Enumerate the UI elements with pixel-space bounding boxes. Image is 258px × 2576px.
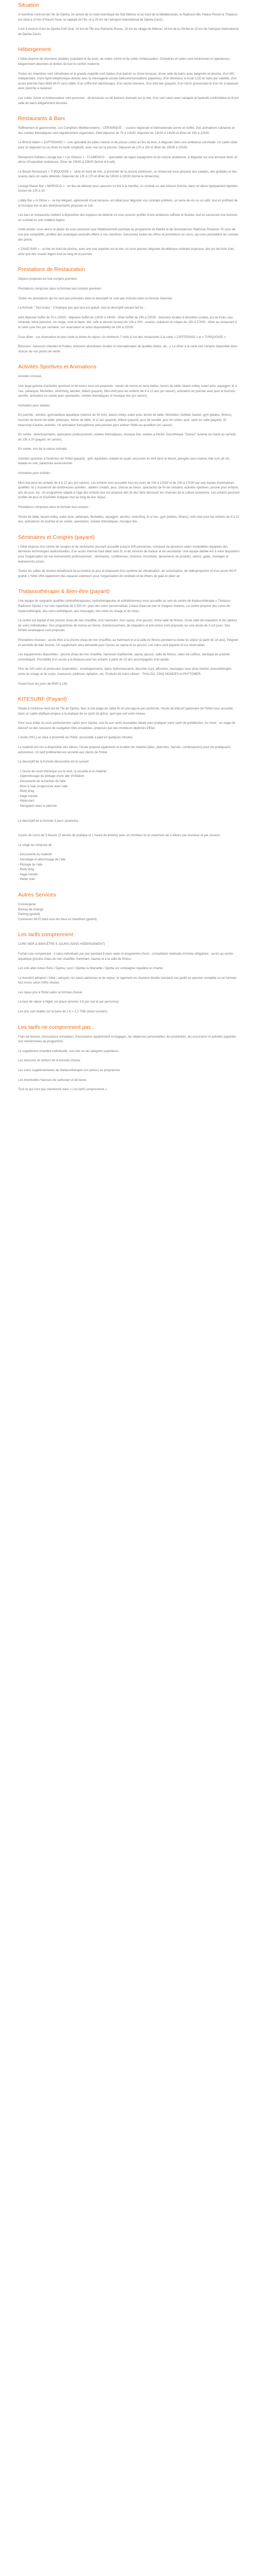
section-activites [18, 364, 240, 524]
hotel-description-page [18, 0, 240, 1123]
paragraph: En soirée, lors de la saison estivale : [18, 448, 69, 451]
list-item: - Water start [18, 878, 35, 882]
list-item: Conciergerie [18, 903, 36, 906]
paragraph: Le Beach Restaurant « TURQUOISE » : situé en bord de mer, à proximité de la piscine extérieure, ce restaurant vous propose des salades, des grillades et des snacks dans un cadre détendu. Déjeuner de 12h à 17h et dîner de 19h30 à 22h30 (fermé le dimanche). [18, 170, 237, 179]
list-item: Connexion Wi-Fi dans tous les lieux et chambres (gratuit) [18, 918, 97, 921]
paragraph: L'hôtel dispose de chambres doubles (standard et de luxe), de suites Junior et de suites Ambassadeur. Chambres et suites sont lumineuses et spacieuses, élégamment décorées et dotées de tout le confort moderne. [18, 58, 231, 66]
section-tarifs-comprennent [18, 931, 240, 1014]
services-list [18, 903, 240, 922]
paragraph: Le stage se compose de : [18, 843, 54, 847]
paragraph: Tennis de table, beach-volley, water-polo, pétanque, fléchettes, aquagym, aérobic, stretching, tir à l'arc, gym (pilates, fitness), mini-club pour les enfants de 4 à 12 ans, animations en journée et en soirée, spectacles, soirées thématiques, musique live. [18, 515, 239, 524]
paragraph: Le descriptif de la formule 3 jours (avancée) : [18, 819, 80, 823]
list-item: - Navigation avec la planche [18, 805, 57, 808]
paragraph: Les repas pris à l'hôtel selon la formule choisie. [18, 991, 83, 994]
paragraph: Lobby Bar « Al Dhow » : ce bar élégant, agrémenté d'une terrasse, est idéal pour déguster vos cocktails préférés, un verre de vin ou un café, tout en profitant de la musique live et des divertissements proposés le soir. [18, 199, 238, 208]
paragraph: Les vols aller-retour Paris / Djerba, Lyon / Djerba ou Marseille / Djerba sur compagnie régulière ou charter. [18, 967, 164, 971]
list-item: Bureau de change [18, 908, 44, 911]
paragraph: Le descriptif de la formule découverte est le suivant : [18, 760, 91, 764]
section-title: Les tarifs comprennent : [18, 931, 76, 938]
section-restaurants [18, 115, 240, 257]
list-item: - Découverte du matériel [18, 853, 52, 857]
list-item: - Décollage et atterrissage de l'aile [18, 858, 66, 861]
paragraph: Les bars et restaurants mettent à disposition des espaces de détente où vous pourrez profiter d'une ambiance raffinée et feutrée, tout en savourant une boisson, un cocktail ou une collation légère. [18, 214, 238, 222]
paragraph: Le supplément chambre individuelle, vue mer ou de catégorie supérieure. [18, 1049, 119, 1053]
section-title: Séminaires et Congrès (payant) [18, 534, 95, 540]
paragraph: Frais de dossier, d'assurance annulation, d'assistance rapatriement et bagages, les dépenses personnelles, les pourboires, les excursions et activités payantes non mentionnées au programme. [18, 1035, 236, 1044]
paragraph: Le matériel est mis à disposition des élèves, l'école propose également la location de matériel (ailes, planches, harnais, combinaisons) pour les pratiquants autonomes. Un tarif préférentiel est accordé aux clients de l'hôtel. [18, 746, 231, 754]
list-item: - Découverte de la traction de l'aile [18, 780, 66, 784]
paragraph: petit déjeuner buffet de 7h à 10h30 - déjeuner buffet de 12h30 à 14h30 - dîner buffet de 19h à 22h30 - boissons locales à discrétion (sodas, jus de fruits, eau minérale, bière pression, vin rouge, rosé et blanc, thé, café et alcools locaux) de 10h à 23h - snacks, collations et crêpes de 15h à 17h00 - dîner au restaurant à la carte (une fois par semaine, sur réservation et selon disponibilité) de 19h à 22h30. [18, 316, 237, 329]
section-thalasso [18, 588, 240, 687]
paragraph: Animation pour enfants : [18, 472, 52, 476]
paragraph: Une équipe de soignants qualifiés (kinésithérapeutes, hydrothérapeutes et esthéticiennes) vous accueille au sein du centre de thalassothérapie « Thalasso Radisson Djerba » sur une superficie de 3 500 m², pour des soins personnalisés à base d'eau de mer et d'algues marines. Le centre propose des cures de thalassothérapie, des soins esthétiques, des massages, des soins du visage et du corps. [18, 600, 231, 613]
list-item: - 1 heure de cours théorique sur le vent, la sécurité et le matériel [18, 770, 107, 773]
section-prestations [18, 266, 240, 354]
paragraph: Prestations comprises dans la formule tout compris : [18, 506, 90, 510]
section-title: Restaurants & Bars [18, 115, 66, 122]
paragraph: La formule " Tout Inclus " n'implique pas que tout est gratuit, seul le descriptif suivant fait foi : [18, 307, 145, 310]
section-title: Situation [18, 2, 39, 8]
section-title: Les tarifs ne comprennent pas : [18, 1024, 94, 1030]
paragraph: Située à l'extrême nord-est de l'île de Djerba, face à une plage de sable fin et une lagune peu profonde, l'école de kitesurf partenaire de l'hôtel vous accueille dans un cadre idyllique propice à la pratique de ce sport de glisse, quel que soit votre niveau. [18, 707, 233, 716]
paragraph: Mini-club pour les enfants de 4 à 12 ans (en saison). Les enfants sont accueillis tous les jours de 10h à 12h30 et de 15h à 17h30 par une équipe d'animateurs qualifiés. Ils y trouveront de nombreuses activités : ateliers créatifs, jeux, chasse au trésor, spectacles de fin de semaine, activités sportives, piscine pour enfants, aire de jeux, etc. Un programme adapté à l'âge des enfants leur est proposé afin de leur faire découvrir les charmes de la culture tunisienne. Les enfants pourront profiter de jeux et d'activités ludiques tout au long de leur séjour. [18, 481, 240, 500]
section-title: Activités Sportives et Animations [18, 364, 96, 370]
paragraph: Il est à environ 4 km du Djerba Golf Club, 10 km de l'Île aux Flamants Roses, 15 km du village de Midoun, 24 km de la Ghriba et 22 km de l'aéroport international de Djerba-Zarzis. [18, 28, 239, 36]
paragraph: Activités sportives à l'extérieur de l'hôtel (payant) : golf, équitation, balade en quad, excursion en 4x4 dans le désert, plongée sous-marine, kite surf, jet ski, balade en mer, parachute ascensionnel. [18, 457, 230, 466]
section-title: Thalassothérapie & Bien-être (payant) [18, 588, 110, 595]
paragraph: Restaurant Andalou Lounge bar « Los Gitanos » - FLAMENCO - : spécialités de tapas espagnoles et de cuisine andalouse, à déguster sur une terrasse dans un décor d'inspiration andalouse. Dîner de 19h30 à 23h00 (fermé le lundi). [18, 156, 238, 164]
list-item: - Waterstart [18, 800, 35, 803]
list-item: - Body drag [18, 868, 35, 872]
paragraph: Le Bistrot Italien « ZAFFERANO » : une spécialité de pâtes maison et de pizzas cuites au feu de bois, à déguster dans une ambiance conviviale. Un cadre idéal pour un déjeuner ou un dîner en toute simplicité, avec vue sur la piscine. Déjeuner de 12h à 15h et dîner de 19h30 à 22h30. [18, 141, 237, 149]
section-kitesurf [18, 696, 240, 883]
list-item: - Nage tractée [18, 794, 38, 798]
paragraph: Cette année, nous avons le plaisir de vous annoncer que l'établissement participe au programme de fidélité et de récompenses Radisson Rewards. En plus de nos prix compétitifs, profitez des avantages exclusifs offerts à nos membres. Découvrez toutes les offres et promotions en cours, qui vous permettent de cumuler des points. [18, 228, 238, 242]
section-subtitle: Activités incluses [18, 375, 42, 379]
section-title: Prestations de Restauration [18, 266, 85, 273]
list-item: Parking (gratuit) [18, 913, 40, 917]
paragraph: Pour vous initier ou vous perfectionner, optez pour Djerba, une île aux vents favorables idéale pour pratiquer votre sport de prédilection. Au choix : un stage de kitesurf ou des sessions de navigation libre encadrées, proposés par des moniteurs diplômés d'État. [18, 722, 235, 730]
list-item: - Mise à l'eau progressive avec l'aile [18, 785, 68, 788]
paragraph: Toutes les prestations qui ne sont pas précisées dans le descriptif ne sont pas incluses dans la formule réservée. [18, 297, 173, 300]
paragraph: Les suites Junior et Ambassadeur sont pourvues : de terrasses ou de balcons donnant sur la mer, d'un coin salon avec canapés et fauteuils confortables et d'une salle de bains élégamment décorée. [18, 96, 239, 105]
paragraph: En soirée : divertissements, spectacles professionnels, soirées thématiques, musique live, soirées à thème. Discothèque "Zaman" ouverte du mardi au samedi, de 23h à 2h (payant, en saison). [18, 433, 236, 442]
section-hebergement [18, 46, 240, 106]
section-title: KITESURF (Payant) [18, 696, 67, 703]
paragraph: Prestations incluses : accès libre à la piscine d'eau de mer chauffée, au hammam et à la salle de fitness pendant la durée du séjour (à partir de 16 ans). Peignoir et serviette de bain fournis. Un supplément sera demandé pour l'accès au sauna et au jacuzzi. Les soins sont payants et sur réservation. [18, 638, 238, 647]
paragraph: Les prix sont établis sur la base de 1 € = 2,2 TND (dinar tunisien). [18, 1010, 108, 1014]
section-situation [18, 2, 240, 37]
paragraph: Les boissons en dehors de la formule choisie. [18, 1059, 81, 1063]
paragraph: Boissons : boissons chaudes et froides, boissons alcoolisées locales et internationales de qualités (bière, vin...). Le dîner à la carte tout compris disponible dans chacun de nos points de vente. [18, 345, 237, 353]
list-item: - Pilotage de l'aile [18, 863, 43, 867]
paragraph: Une large gamme d'activités sportives et de loisirs vous est proposée : terrain de tennis en terre battue, tennis de table, beach-volley, water-polo, aquagym, tir à l'arc, pétanque, fléchettes, stretching, aérobic, billard (payant). Mini-club pour les enfants de 4 à 12 ans (en saison), animation en journée avec jeux et tournois sportifs, animation en soirée avec spectacles, soirées thématiques et musique live (en saison). [18, 384, 237, 398]
paragraph: Prestations comprises dans la formule tout compris premium : [18, 287, 103, 291]
paragraph: 3 jours de cours de 3 heures (2 heures de pratique et 1 heure de théorie) avec un moniteur et un maximum de 2 élèves par moniteur et par session. [18, 834, 221, 838]
paragraph: A l'extrême nord-est de l'île de Djerba, en amont de la route touristique de Sidi Mahrez et au bord de la Méditerranée, le Radisson Blu Palace Resort & Thalasso est situé à 10 km d'Houmt Souk, la capitale de l'île, et à 25 km de l'aéroport international de Djerba-Zarzis. [18, 13, 238, 22]
paragraph: Le centre est équipé d'une piscine d'eau de mer chauffée, d'un hammam, d'un sauna, d'un jacuzzi, d'une salle de fitness, d'une salle de relaxation et de cabines de soins individuelles. Des programmes de remise en forme, d'amincissement, de relaxation et anti-stress sont proposés sur une durée de 3 à 6 jours. Des forfaits avantageux sont proposés. [18, 619, 237, 633]
list-item: - Body drag [18, 790, 35, 793]
section-seminaires [18, 534, 240, 580]
paragraph: Tout ce qui n'est pas mentionné dans « Les tarifs comprennent ». [18, 1088, 108, 1092]
paragraph: Toutes les chambres sont climatisées et la grande majorité sont dotées d'un balcon ou d'une terrasse, d'une salle de bains avec baignoire et douche, d'un WC indépendant, d'une ligne téléphonique directe avec la messagerie vocale (télécommunications payantes), d'un téléviseur à écran LCD et radio par satellite, d'un accès Internet haut débit Wi-Fi sans câble, d'un coffre-fort électronique, d'un sèche-cheveux, d'un mini-bar (payant), d'un miroir grossissant et d'un fer à repasser avec planche à repasser. [18, 72, 239, 91]
section-title: Hébergement [18, 46, 51, 53]
paragraph: Raffinement et gastronomie. Les Comptoirs Méditerranéens - CÉRAMIQUE - : cuisine régionale et internationale servie en buffet. Des animations culinaires et des soirées thématiques sont régulièrement organisées. Petit déjeuner de 7h à 10h30, déjeuner de 12h30 à 14h30 et dîner de 19h à 22h30. [18, 127, 235, 135]
paragraph: L'école (HCL) se situe à proximité de l'hôtel, accessible à pied en quelques minutes. [18, 736, 134, 740]
list-item: - Apprentissage du pilotage d'une aile d'initiation [18, 775, 85, 778]
paragraph: Forfait cure comprenant : 4 soins individuels par jour pendant 6 jours selon le programme choisi ; consultation médicale d'entrée obligatoire ; accès au centre aquatique (piscine d'eau de mer chauffée, hammam, sauna) et à la salle de fitness. [18, 952, 233, 961]
section-autres-services [18, 892, 240, 922]
paragraph: Les équipements disponibles : piscine d'eau de mer chauffée, hammam traditionnel, sauna, jacuzzi, salle de fitness, salon de coiffure, boutique de produits cosmétiques. Possibilité d'un accès à la thalasso pour les enfants à partir de 10 ans accompagnés d'un adulte. [18, 653, 230, 662]
paragraph: « ZANZI BAR » : un bar en bord de piscine, avec une vue superbe sur la mer, où vous pourrez déguster de délicieux cocktails tropicaux, des jus de fruits frais, ainsi que des snacks légers tout au long de la journée. [18, 248, 235, 256]
paragraph: Doux dîner : sur réservation et pour toute la durée du séjour. Un minimum 7 nuits à l'un des restaurants à la carte « ZAFFERANO » et « TURQUOISE ». [18, 335, 227, 339]
paragraph: L'hôtel dispose d'un centre de congrès et de séminaires pouvant accueillir jusqu'à 300 personnes, composé de plusieurs salles modulables équipées des dernières technologies audiovisuelles, d'un accès Internet haut débit sans fil, et de services de traiteur et de secrétariat. Une équipe dédiée est à votre disposition pour l'organisation de vos événements professionnels : séminaires, conférences, réunions, incentives, lancements de produits, salons, galas, mariages et événements privés. [18, 545, 240, 564]
paragraph: En journée : aérobic, gymnastique aquatique (séance de 45 min), beach-volley, water-polo, tennis de table, fléchettes, football, basket, gym (pilates, fitness), tournois de tennis de table, pétanque, tennis de table, tir à l'arc (payant), billard (payant), jeux de société, jeux de cartes, quiz, sport en salle (payant). Et beaucoup d'autres activités. Un animateur francophone sera présent pour animer l'hôtel au quotidien (en saison). [18, 414, 233, 427]
paragraph: Ouvert tous les jours de 8h00 à 19h. [18, 682, 68, 686]
formula-steps-list [18, 770, 240, 809]
paragraph: Lounge Maure Bar « MORISCO » : un lieu de détente pour savourer un thé à la menthe, un cocktail ou une boisson fraîche, dans un décor typiquement djerbien. Ouvert de 10h à 1h. [18, 184, 239, 193]
paragraph: Les soins supplémentaires de thalassothérapie non prévus au programme. [18, 1069, 121, 1073]
paragraph: Toutes les salles de réunion bénéficient de la lumière du jour et disposent d'un système de climatisation, de sonorisation, de vidéoprojection et d'un accès Wi-Fi gratuit. L'hôtel offre également des espaces extérieurs pour l'organisation de cocktails et de dîners de gala en plein air. [18, 570, 237, 578]
paragraph: Le transfert aéroport / hôtel / aéroport, les taxes aériennes et de séjour, le logement en chambre double standard vue jardin en pension complète ou en formule tout inclus selon l'offre choisie. [18, 976, 236, 985]
paragraph: Plus de 100 soins et protocoles disponibles : enveloppements, bains hydromassants, douches à jet, affusions, massages sous pluie marine, pressothérapie, soins du visage et du corps, manucure, pédicure, épilation, etc. Produits de soins utilisés : THALGO, CINQ MONDES et PHYTOMER. [18, 668, 232, 676]
section-tarifs-ne-comprennent-pas [18, 1024, 240, 1093]
paragraph: Séjours proposés en tout compris premium [18, 278, 77, 281]
paragraph: CURE MER & BIEN-ÊTRE 6 JOURS (SANS HÉBERGEMENT) [18, 943, 105, 946]
list-item: - Nage tractée [18, 873, 38, 876]
formula-steps-list [18, 853, 240, 883]
paragraph: Animation pour adultes : [18, 404, 52, 408]
paragraph: La taxe de séjour à régler sur place (environ 3 € par nuit et par personne). [18, 1001, 120, 1004]
paragraph: Les éventuelles hausses de carburant et de taxes. [18, 1078, 87, 1082]
section-title: Autres Services [18, 891, 56, 898]
